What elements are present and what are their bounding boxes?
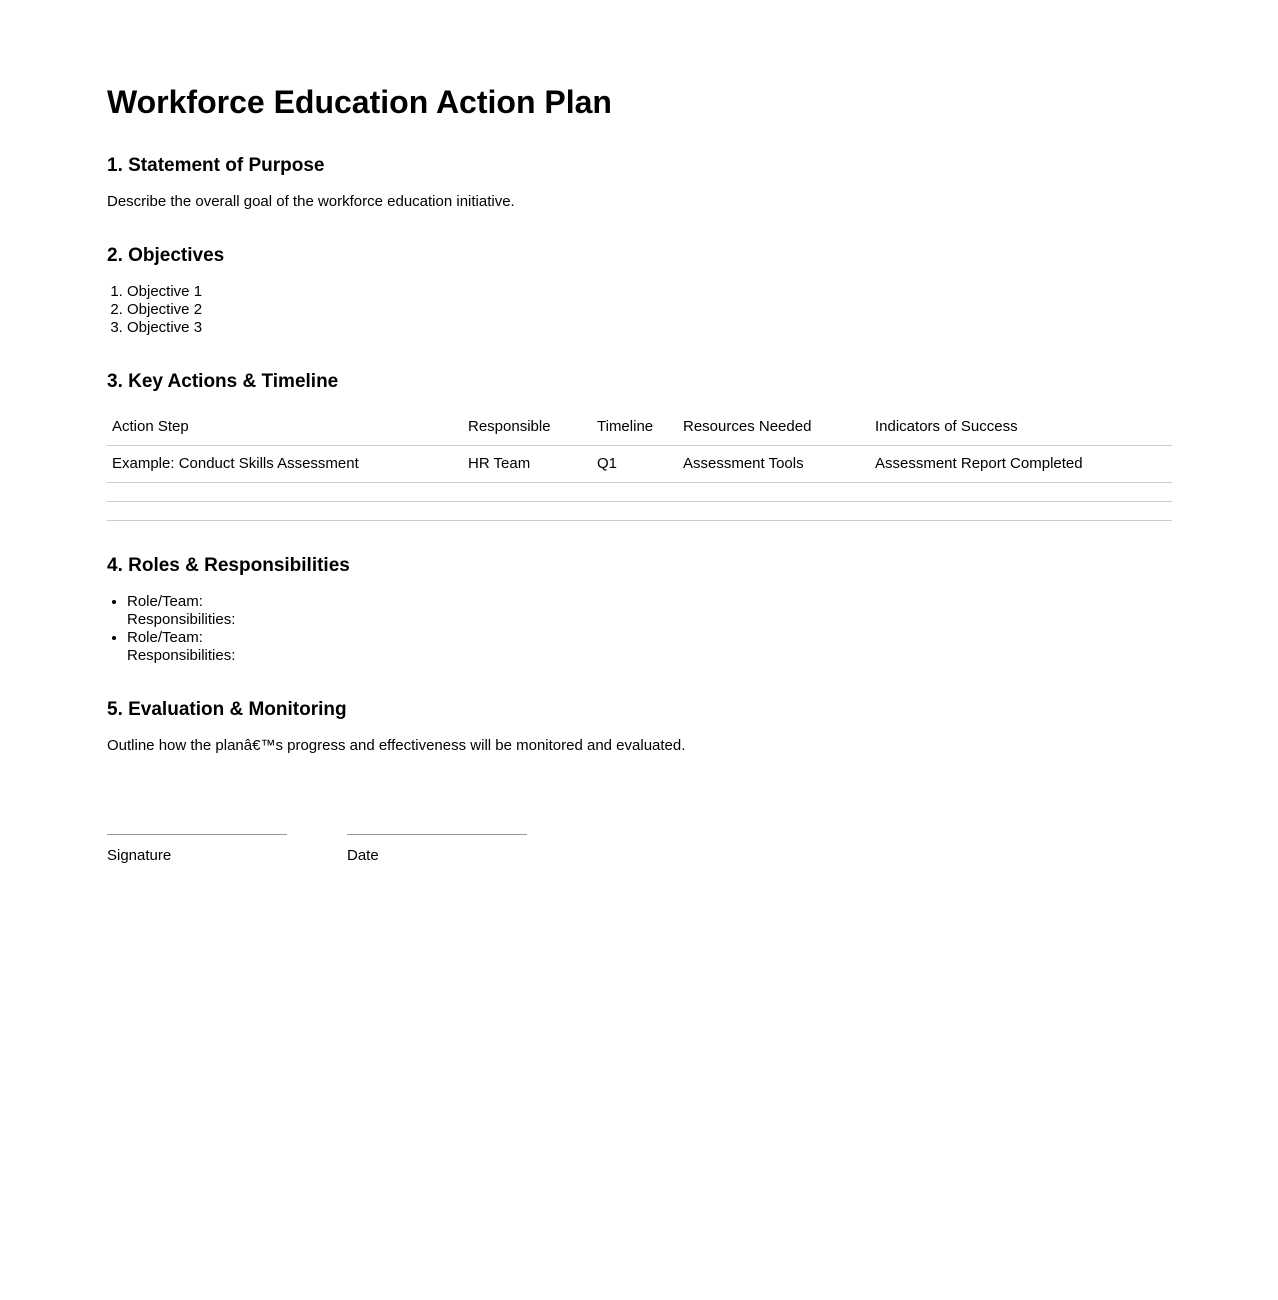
table-row-empty [107,483,1172,502]
page-title: Workforce Education Action Plan [107,84,612,120]
section-objectives [107,245,1172,337]
list-item: 1. Objective 1 [127,283,1172,301]
section-roles-responsibilities [107,555,1172,665]
role-team-label: Role/Team: [127,629,203,646]
cell-indicators [870,483,1172,502]
section-key-actions-timeline [107,371,1172,521]
cell-indicators [870,502,1172,521]
list-item: 2. Objective 2 [127,301,1172,319]
section-statement-of-purpose [107,155,1172,211]
cell-action-step [107,502,463,521]
cell-timeline: Q1 [592,446,678,483]
signature-lines-row [107,817,1172,839]
cell-timeline [592,483,678,502]
table-row-empty [107,502,1172,521]
date-line [347,817,527,835]
section-heading-evaluation: 5. Evaluation & Monitoring [107,699,347,720]
cell-resources [678,502,870,521]
roles-list [107,593,1172,665]
purpose-text: Describe the overall goal of the workforce education initiative. [107,193,515,210]
role-team-label: Role/Team: [127,593,203,610]
signature-line [107,817,287,835]
column-header-action-step: Action Step [107,409,463,446]
list-item [127,629,1172,665]
column-header-resources: Resources Needed [678,409,870,446]
cell-action-step: Example: Conduct Skills Assessment [107,446,463,483]
responsibilities-label: Responsibilities: [127,647,236,664]
signature-labels-row [107,847,1172,865]
signature-label: Signature [107,847,172,864]
table-row [107,446,1172,483]
cell-resources: Assessment Tools [678,446,870,483]
list-item [127,593,1172,629]
cell-responsible: HR Team [463,446,592,483]
actions-table [107,409,1172,521]
table-header-row [107,409,1172,446]
column-header-indicators: Indicators of Success [870,409,1172,446]
objectives-list [107,283,1172,337]
signature-block [107,817,1172,865]
cell-action-step [107,483,463,502]
cell-timeline [592,502,678,521]
column-header-timeline: Timeline [592,409,678,446]
section-heading-objectives: 2. Objectives [107,245,225,266]
cell-resources [678,483,870,502]
column-header-responsible: Responsible [463,409,592,446]
responsibilities-label: Responsibilities: [127,611,236,628]
section-heading-roles: 4. Roles & Responsibilities [107,555,350,576]
cell-indicators: Assessment Report Completed [870,446,1172,483]
cell-responsible [463,483,592,502]
evaluation-text: Outline how the planâ€™s progress and effectiveness will be monitored and evaluated. [107,737,686,754]
cell-responsible [463,502,592,521]
section-heading-purpose: 1. Statement of Purpose [107,155,325,176]
list-item: 3. Objective 3 [127,319,1172,337]
date-label: Date [347,847,379,864]
section-heading-actions: 3. Key Actions & Timeline [107,371,339,392]
section-evaluation-monitoring [107,699,1172,755]
